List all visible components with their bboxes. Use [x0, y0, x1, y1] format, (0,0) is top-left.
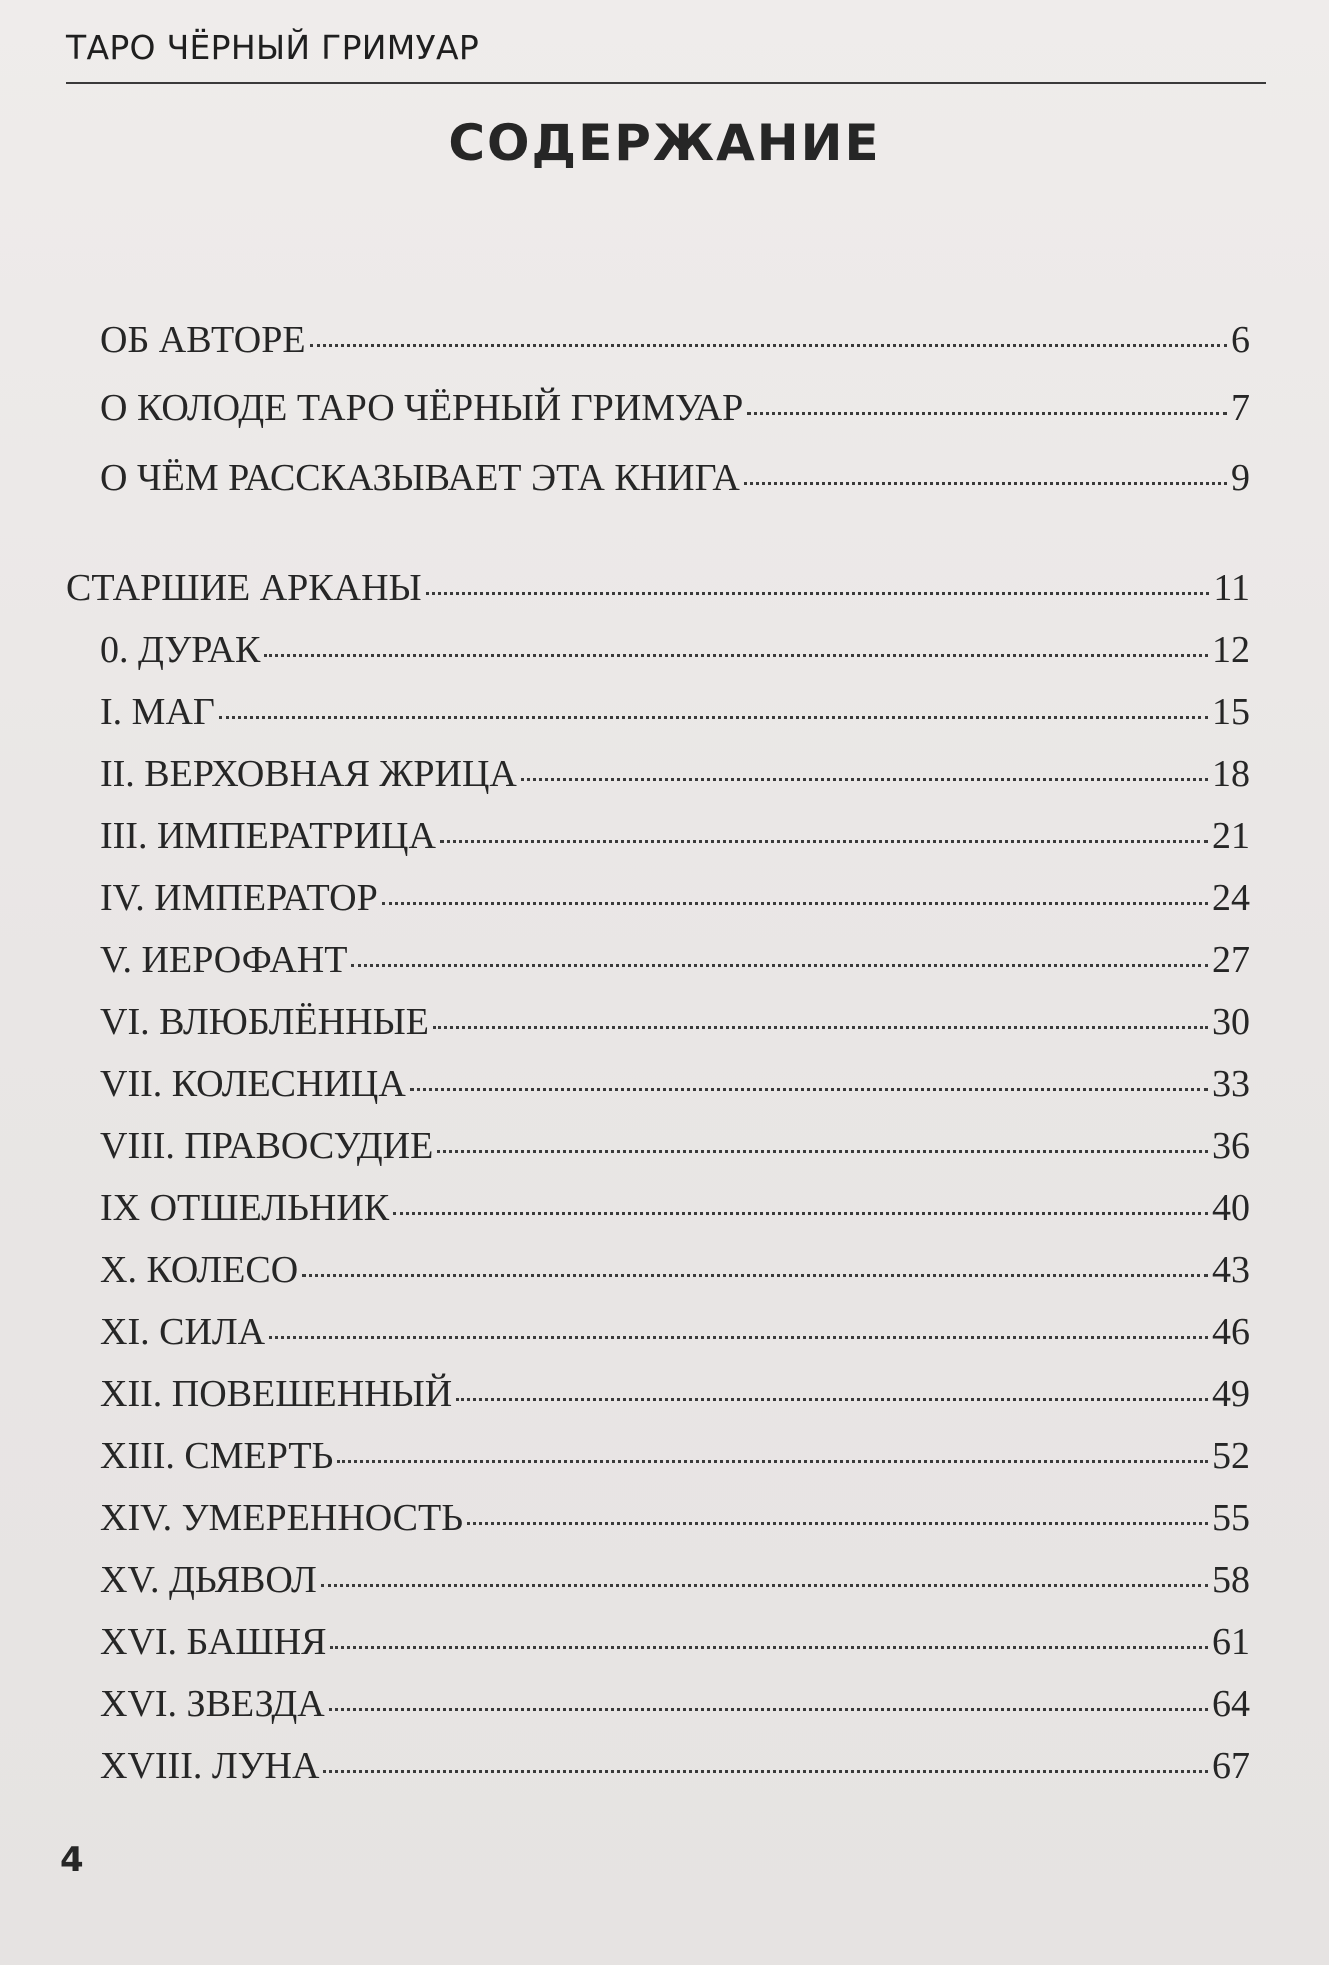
toc-entry-page: 40 — [1212, 1187, 1250, 1229]
toc-entry-label: XIII. СМЕРТЬ — [100, 1435, 334, 1477]
toc-entry-page: 67 — [1212, 1745, 1250, 1787]
toc-entry — [100, 1558, 1250, 1610]
toc-entry-page: 21 — [1212, 815, 1250, 857]
dot-leader — [219, 716, 1208, 719]
dot-leader — [467, 1522, 1208, 1525]
dot-leader — [456, 1398, 1208, 1401]
dot-leader — [382, 902, 1208, 905]
toc-entry-label: ОБ АВТОРЕ — [100, 319, 306, 361]
dot-leader — [744, 482, 1227, 485]
dot-leader — [323, 1770, 1208, 1773]
toc-entry — [100, 386, 1250, 438]
toc-entry-label: V. ИЕРОФАНТ — [100, 939, 348, 981]
toc-entry-page: 43 — [1212, 1249, 1250, 1291]
toc-entry — [100, 628, 1250, 680]
toc-entry — [100, 1434, 1250, 1486]
toc-entry-label: III. ИМПЕРАТРИЦА — [100, 815, 436, 857]
toc-entry-page: 12 — [1212, 629, 1250, 671]
toc-entry-label: VII. КОЛЕСНИЦА — [100, 1063, 406, 1105]
toc-entry-page: 55 — [1212, 1497, 1250, 1539]
toc-entry-label: XII. ПОВЕШЕННЫЙ — [100, 1373, 453, 1415]
dot-leader — [310, 344, 1227, 347]
toc-entry — [100, 1744, 1250, 1796]
dot-leader — [393, 1212, 1208, 1215]
toc-entry-page: 49 — [1212, 1373, 1250, 1415]
dot-leader — [440, 840, 1208, 843]
toc-entry-label: XVI. ЗВЕЗДА — [100, 1683, 325, 1725]
toc-entry — [100, 1248, 1250, 1300]
toc-entry-page: 15 — [1212, 691, 1250, 733]
toc-entry — [100, 1062, 1250, 1114]
toc-entry-label: VIII. ПРАВОСУДИЕ — [100, 1125, 434, 1167]
toc-entry-page: 33 — [1212, 1063, 1250, 1105]
toc-entry — [100, 318, 1250, 370]
toc-entry-label: X. КОЛЕСО — [100, 1249, 299, 1291]
toc-entry-label: О КОЛОДЕ ТАРО ЧЁРНЫЙ ГРИМУАР — [100, 387, 744, 429]
toc-entry — [100, 1000, 1250, 1052]
dot-leader — [302, 1274, 1208, 1277]
toc-entry-label: О ЧЁМ РАССКАЗЫВАЕТ ЭТА КНИГА — [100, 457, 740, 499]
toc-entry-label: XVIII. ЛУНА — [100, 1745, 320, 1787]
dot-leader — [269, 1336, 1208, 1339]
toc-entry-label: VI. ВЛЮБЛЁННЫЕ — [100, 1001, 429, 1043]
toc-entry-page: 58 — [1212, 1559, 1250, 1601]
dot-leader — [410, 1088, 1208, 1091]
toc-section-label: СТАРШИЕ АРКАНЫ — [66, 567, 422, 609]
toc-entry-page: 27 — [1212, 939, 1250, 981]
toc-entry-label: IV. ИМПЕРАТОР — [100, 877, 378, 919]
toc-entry — [100, 1620, 1250, 1672]
toc-entry-page: 30 — [1212, 1001, 1250, 1043]
toc-entry — [100, 1682, 1250, 1734]
toc-entry-label: 0. ДУРАК — [100, 629, 261, 671]
toc-entry — [100, 1124, 1250, 1176]
dot-leader — [426, 592, 1210, 595]
toc-entry — [100, 1310, 1250, 1362]
toc-entry-label: XIV. УМЕРЕННОСТЬ — [100, 1497, 464, 1539]
toc-section-page: 11 — [1213, 567, 1250, 609]
toc-entry-label: I. МАГ — [100, 691, 215, 733]
toc-entry — [100, 1372, 1250, 1424]
dot-leader — [264, 654, 1208, 657]
toc-entry — [100, 1496, 1250, 1548]
dot-leader — [351, 964, 1208, 967]
toc-entry-label: XI. СИЛА — [100, 1311, 266, 1353]
dot-leader — [329, 1708, 1208, 1711]
toc-entry-label: XVI. БАШНЯ — [100, 1621, 327, 1663]
toc-entry-page: 9 — [1231, 457, 1250, 499]
header-rule — [66, 82, 1266, 84]
dot-leader — [521, 778, 1208, 781]
dot-leader — [321, 1584, 1208, 1587]
dot-leader — [433, 1026, 1208, 1029]
dot-leader — [330, 1646, 1208, 1649]
page-number: 4 — [60, 1840, 84, 1880]
dot-leader — [747, 412, 1227, 415]
toc-entry-page: 18 — [1212, 753, 1250, 795]
toc-entry — [100, 752, 1250, 804]
toc-entry — [100, 456, 1250, 508]
dot-leader — [337, 1460, 1208, 1463]
toc-section — [66, 566, 1250, 618]
toc-entry-page: 24 — [1212, 877, 1250, 919]
toc-entry-page: 46 — [1212, 1311, 1250, 1353]
dot-leader — [437, 1150, 1208, 1153]
toc-entry — [100, 814, 1250, 866]
toc-entry-page: 7 — [1231, 387, 1250, 429]
toc-entry — [100, 690, 1250, 742]
toc-entry — [100, 876, 1250, 928]
toc-entry-label: IX ОТШЕЛЬНИК — [100, 1187, 390, 1229]
toc-entry — [100, 938, 1250, 990]
running-head: ТАРО ЧЁРНЫЙ ГРИМУАР — [66, 28, 480, 67]
toc-entry-page: 6 — [1231, 319, 1250, 361]
toc-title: СОДЕРЖАНИЕ — [448, 114, 881, 172]
toc-entry-label: II. ВЕРХОВНАЯ ЖРИЦА — [100, 753, 517, 795]
toc-entry-page: 52 — [1212, 1435, 1250, 1477]
toc-entry — [100, 1186, 1250, 1238]
toc-entry-page: 64 — [1212, 1683, 1250, 1725]
toc-entry-label: XV. ДЬЯВОЛ — [100, 1559, 317, 1601]
toc-entry-page: 61 — [1212, 1621, 1250, 1663]
toc-entry-page: 36 — [1212, 1125, 1250, 1167]
